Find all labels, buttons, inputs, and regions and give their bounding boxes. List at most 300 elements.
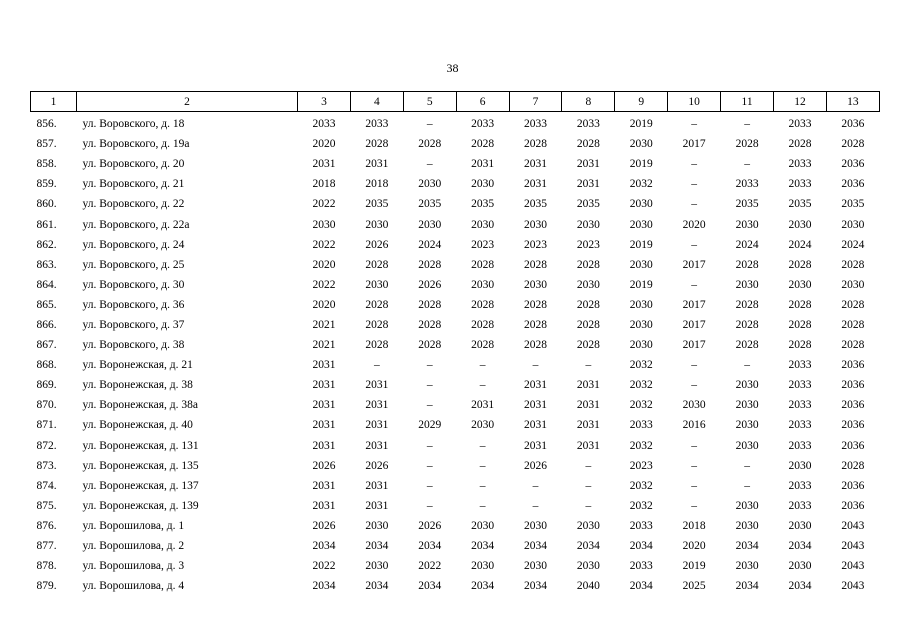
year-cell: 2022: [312, 238, 336, 251]
year-cell: 2028: [576, 258, 600, 271]
table-row: [31, 214, 880, 234]
column-header: 4: [350, 92, 403, 112]
year-cell: –: [479, 379, 486, 392]
year-cell: 2032: [629, 499, 653, 512]
year-cell: 2033: [471, 118, 495, 131]
year-cell: 2030: [524, 560, 547, 573]
year-cell: –: [691, 158, 698, 171]
year-cell: 2030: [471, 178, 495, 191]
year-cell: 2028: [788, 258, 812, 271]
year-cell: –: [691, 178, 698, 191]
row-number: 867.: [36, 339, 57, 352]
year-cell: 2022: [418, 560, 442, 573]
year-cell: 2040: [576, 580, 600, 593]
year-cell: 2032: [629, 439, 653, 452]
year-cell: 2031: [312, 158, 336, 171]
year-cell: 2024: [841, 238, 865, 251]
year-cell: 2032: [629, 399, 653, 412]
year-cell: 2034: [524, 540, 547, 553]
year-cell: –: [426, 479, 433, 492]
year-cell: –: [585, 499, 592, 512]
year-cell: 2019: [629, 158, 653, 171]
year-cell: 2031: [576, 419, 600, 432]
year-cell: 2030: [788, 278, 812, 291]
year-cell: 2034: [576, 540, 600, 553]
year-cell: 2020: [682, 218, 706, 231]
year-cell: 2031: [524, 158, 547, 171]
column-header: 7: [509, 92, 562, 112]
table-row: [31, 496, 880, 516]
year-cell: 2030: [629, 138, 653, 151]
year-cell: 2034: [735, 580, 759, 593]
year-cell: 2024: [735, 238, 759, 251]
row-number: 874.: [36, 479, 57, 492]
address-cell: ул. Воронежская, д. 131: [82, 439, 199, 452]
year-cell: 2023: [576, 238, 600, 251]
table-row: [31, 355, 880, 375]
year-cell: 2023: [524, 238, 547, 251]
address-cell: ул. Воронежская, д. 21: [82, 359, 193, 372]
table-row: [31, 395, 880, 415]
year-cell: –: [691, 439, 698, 452]
year-cell: 2035: [788, 198, 812, 211]
year-cell: 2036: [841, 419, 865, 432]
year-cell: 2033: [629, 560, 653, 573]
year-cell: –: [585, 459, 592, 472]
year-cell: 2033: [788, 379, 812, 392]
year-cell: 2026: [524, 459, 547, 472]
address-cell: ул. Воронежская, д. 40: [82, 419, 193, 432]
table-row: [31, 436, 880, 456]
year-cell: 2017: [682, 258, 706, 271]
table-row: [31, 375, 880, 395]
year-cell: 2043: [841, 540, 865, 553]
address-cell: ул. Ворошилова, д. 3: [82, 560, 185, 573]
row-number: 870.: [36, 399, 57, 412]
row-number: 875.: [36, 499, 57, 512]
year-cell: 2029: [418, 419, 442, 432]
year-cell: 2028: [365, 138, 389, 151]
year-cell: 2028: [735, 318, 759, 331]
year-cell: 2018: [312, 178, 336, 191]
year-cell: 2031: [576, 439, 600, 452]
year-cell: 2021: [312, 339, 336, 352]
year-cell: 2028: [841, 459, 865, 472]
year-cell: 2031: [312, 419, 336, 432]
table-row: [31, 576, 880, 596]
year-cell: 2017: [682, 298, 706, 311]
year-cell: 2022: [312, 560, 336, 573]
year-cell: 2016: [682, 419, 706, 432]
year-cell: 2028: [735, 298, 759, 311]
year-cell: 2028: [418, 318, 442, 331]
year-cell: 2034: [629, 540, 653, 553]
year-cell: 2020: [312, 258, 336, 271]
year-cell: 2020: [312, 298, 336, 311]
column-header: 8: [562, 92, 615, 112]
year-cell: 2036: [841, 118, 865, 131]
address-cell: ул. Ворошилова, д. 4: [82, 580, 185, 593]
year-cell: –: [744, 118, 750, 131]
year-cell: 2032: [629, 359, 653, 372]
year-cell: –: [426, 459, 433, 472]
column-header: 13: [826, 92, 879, 112]
year-cell: 2023: [629, 459, 653, 472]
row-number: 879.: [36, 580, 57, 593]
table-row: [31, 112, 880, 135]
year-cell: 2018: [365, 178, 389, 191]
year-cell: –: [426, 118, 433, 131]
year-cell: 2033: [365, 118, 389, 131]
row-number: 864.: [36, 278, 57, 291]
year-cell: 2033: [788, 439, 812, 452]
year-cell: 2030: [735, 519, 759, 532]
year-cell: 2028: [841, 318, 865, 331]
year-cell: 2028: [365, 318, 389, 331]
year-cell: –: [426, 379, 433, 392]
year-cell: 2030: [471, 278, 495, 291]
year-cell: 2028: [788, 138, 812, 151]
year-cell: 2030: [524, 519, 547, 532]
year-cell: –: [426, 158, 433, 171]
row-number: 868.: [36, 359, 57, 372]
address-cell: ул. Воронежская, д. 38: [82, 379, 193, 392]
year-cell: 2030: [735, 218, 759, 231]
year-cell: 2030: [576, 519, 600, 532]
year-cell: 2031: [312, 439, 336, 452]
year-cell: 2031: [524, 399, 547, 412]
year-cell: 2018: [682, 519, 706, 532]
year-cell: 2031: [312, 359, 336, 372]
year-cell: 2030: [788, 560, 812, 573]
column-header: 1: [31, 92, 77, 112]
year-cell: 2030: [524, 218, 547, 231]
year-cell: 2030: [471, 419, 495, 432]
row-number: 872.: [36, 439, 57, 452]
year-cell: 2036: [841, 158, 865, 171]
year-cell: 2030: [735, 499, 759, 512]
year-cell: 2024: [418, 238, 442, 251]
year-cell: 2036: [841, 379, 865, 392]
year-cell: 2034: [365, 540, 389, 553]
year-cell: –: [691, 238, 698, 251]
year-cell: 2030: [735, 278, 759, 291]
year-cell: 2030: [735, 439, 759, 452]
year-cell: 2026: [312, 459, 336, 472]
row-number: 859.: [36, 178, 57, 191]
year-cell: 2033: [788, 359, 812, 372]
year-cell: –: [744, 459, 750, 472]
address-cell: ул. Воронежская, д. 137: [82, 479, 199, 492]
year-cell: –: [426, 499, 433, 512]
year-cell: 2031: [524, 439, 547, 452]
address-cell: ул. Воровского, д. 22: [82, 198, 185, 211]
year-cell: 2030: [471, 519, 495, 532]
year-cell: 2028: [471, 298, 495, 311]
table-row: [31, 536, 880, 556]
year-cell: –: [532, 499, 539, 512]
table-row: [31, 295, 880, 315]
year-cell: 2035: [524, 198, 547, 211]
row-number: 858.: [36, 158, 57, 171]
column-header: 2: [77, 92, 298, 112]
year-cell: 2028: [365, 339, 389, 352]
column-header: 11: [721, 92, 774, 112]
page-number: 38: [446, 61, 459, 75]
year-cell: 2028: [524, 318, 547, 331]
row-number: 865.: [36, 298, 57, 311]
year-cell: 2026: [365, 238, 389, 251]
table-row: [31, 275, 880, 295]
year-cell: 2035: [576, 198, 600, 211]
table-row: [31, 174, 880, 194]
row-number: 869.: [36, 379, 57, 392]
year-cell: 2034: [735, 540, 759, 553]
year-cell: 2030: [312, 218, 336, 231]
address-cell: ул. Воронежская, д. 135: [82, 459, 199, 472]
year-cell: 2028: [471, 339, 495, 352]
row-number: 877.: [36, 540, 57, 553]
table-row: [31, 194, 880, 214]
year-cell: 2030: [365, 278, 389, 291]
year-cell: 2031: [312, 499, 336, 512]
address-cell: ул. Воровского, д. 30: [82, 278, 185, 291]
row-number: 873.: [36, 459, 57, 472]
year-cell: 2033: [735, 178, 759, 191]
year-cell: 2028: [418, 298, 442, 311]
year-cell: 2035: [471, 198, 495, 211]
year-cell: 2022: [312, 278, 336, 291]
year-cell: 2026: [418, 278, 442, 291]
year-cell: 2034: [788, 540, 812, 553]
year-cell: 2031: [576, 178, 600, 191]
table-row: [31, 415, 880, 435]
year-cell: –: [744, 158, 750, 171]
year-cell: 2033: [788, 419, 812, 432]
year-cell: 2034: [312, 540, 336, 553]
year-cell: 2030: [576, 278, 600, 291]
column-header: 12: [774, 92, 827, 112]
header-row: [31, 92, 880, 112]
year-cell: 2030: [788, 519, 812, 532]
year-cell: 2030: [576, 218, 600, 231]
year-cell: 2034: [312, 580, 336, 593]
year-cell: 2034: [788, 580, 812, 593]
year-cell: 2034: [365, 580, 389, 593]
year-cell: –: [532, 479, 539, 492]
year-cell: 2017: [682, 318, 706, 331]
year-cell: 2021: [312, 318, 336, 331]
row-number: 860.: [36, 198, 57, 211]
year-cell: –: [691, 479, 698, 492]
table-row: [31, 476, 880, 496]
year-cell: 2031: [312, 399, 336, 412]
year-cell: 2043: [841, 580, 865, 593]
address-cell: ул. Воровского, д. 25: [82, 258, 185, 271]
year-cell: 2035: [365, 198, 389, 211]
row-number: 866.: [36, 318, 57, 331]
year-cell: 2035: [841, 198, 865, 211]
year-cell: 2028: [471, 318, 495, 331]
year-cell: 2017: [682, 138, 706, 151]
year-cell: 2019: [629, 118, 653, 131]
year-cell: 2028: [418, 339, 442, 352]
year-cell: 2019: [682, 560, 706, 573]
year-cell: 2028: [471, 258, 495, 271]
year-cell: 2033: [788, 118, 812, 131]
year-cell: 2034: [471, 580, 495, 593]
year-cell: 2034: [418, 540, 442, 553]
year-cell: –: [691, 118, 698, 131]
year-cell: –: [691, 198, 698, 211]
year-cell: 2028: [418, 258, 442, 271]
year-cell: 2030: [629, 218, 653, 231]
year-cell: 2034: [471, 540, 495, 553]
address-cell: ул. Воровского, д. 19а: [82, 138, 190, 151]
year-cell: 2031: [365, 158, 389, 171]
year-cell: 2028: [735, 339, 759, 352]
year-cell: –: [691, 359, 698, 372]
year-cell: 2034: [524, 580, 547, 593]
year-cell: 2030: [418, 218, 442, 231]
year-cell: –: [479, 499, 486, 512]
address-cell: ул. Воровского, д. 38: [82, 339, 185, 352]
year-cell: 2020: [312, 138, 336, 151]
year-cell: 2022: [312, 198, 336, 211]
year-cell: 2030: [524, 278, 547, 291]
row-number: 856.: [36, 118, 57, 131]
table-header: [31, 92, 880, 112]
year-cell: 2019: [629, 278, 653, 291]
year-cell: 2036: [841, 479, 865, 492]
address-cell: ул. Воронежская, д. 139: [82, 499, 199, 512]
year-cell: 2043: [841, 560, 865, 573]
year-cell: 2020: [682, 540, 706, 553]
year-cell: 2030: [841, 218, 865, 231]
year-cell: 2030: [788, 459, 812, 472]
year-cell: 2030: [682, 399, 706, 412]
year-cell: 2036: [841, 359, 865, 372]
table-row: [31, 556, 880, 576]
year-cell: –: [479, 359, 486, 372]
row-number: 861.: [36, 218, 57, 231]
year-cell: 2028: [418, 138, 442, 151]
year-cell: 2028: [576, 138, 600, 151]
year-cell: –: [691, 379, 698, 392]
year-cell: 2031: [365, 419, 389, 432]
year-cell: 2033: [788, 479, 812, 492]
year-cell: 2043: [841, 519, 865, 532]
year-cell: 2033: [629, 519, 653, 532]
table-row: [31, 516, 880, 536]
year-cell: 2028: [524, 339, 547, 352]
year-cell: 2028: [788, 318, 812, 331]
schedule-table: [30, 91, 880, 596]
year-cell: 2030: [735, 419, 759, 432]
table-row: [31, 154, 880, 174]
year-cell: 2034: [418, 580, 442, 593]
year-cell: 2030: [735, 379, 759, 392]
address-cell: ул. Воровского, д. 22а: [82, 218, 190, 231]
year-cell: 2028: [841, 138, 865, 151]
year-cell: 2026: [418, 519, 442, 532]
year-cell: 2028: [841, 339, 865, 352]
year-cell: –: [479, 479, 486, 492]
year-cell: 2036: [841, 178, 865, 191]
year-cell: 2028: [524, 258, 547, 271]
year-cell: 2030: [365, 519, 389, 532]
year-cell: 2023: [471, 238, 495, 251]
year-cell: –: [691, 278, 698, 291]
year-cell: 2031: [365, 379, 389, 392]
table-row: [31, 315, 880, 335]
year-cell: 2024: [788, 238, 812, 251]
year-cell: 2033: [312, 118, 336, 131]
year-cell: 2033: [788, 499, 812, 512]
column-header: 6: [456, 92, 509, 112]
year-cell: –: [585, 479, 592, 492]
year-cell: –: [744, 479, 750, 492]
address-cell: ул. Ворошилова, д. 2: [82, 540, 185, 553]
year-cell: 2032: [629, 379, 653, 392]
year-cell: 2033: [629, 419, 653, 432]
year-cell: –: [373, 359, 380, 372]
table-row: [31, 235, 880, 255]
year-cell: 2031: [365, 479, 389, 492]
year-cell: 2031: [365, 439, 389, 452]
year-cell: 2028: [576, 318, 600, 331]
table-row: [31, 134, 880, 154]
year-cell: 2031: [524, 379, 547, 392]
year-cell: 2030: [471, 218, 495, 231]
year-cell: 2032: [629, 479, 653, 492]
year-cell: 2030: [788, 218, 812, 231]
address-cell: ул. Воровского, д. 36: [82, 298, 185, 311]
year-cell: –: [426, 399, 433, 412]
year-cell: 2031: [365, 399, 389, 412]
year-cell: 2028: [365, 258, 389, 271]
address-cell: ул. Воровского, д. 18: [82, 118, 185, 131]
table-body: [31, 112, 880, 597]
year-cell: 2030: [735, 560, 759, 573]
table-row: [31, 255, 880, 275]
year-cell: 2034: [629, 580, 653, 593]
table-row: [31, 456, 880, 476]
year-cell: 2035: [418, 198, 442, 211]
row-number: 857.: [36, 138, 57, 151]
year-cell: 2035: [735, 198, 759, 211]
year-cell: 2026: [312, 519, 336, 532]
year-cell: 2030: [576, 560, 600, 573]
address-cell: ул. Воровского, д. 24: [82, 238, 185, 251]
address-cell: ул. Воровского, д. 37: [82, 318, 185, 331]
year-cell: 2028: [524, 138, 547, 151]
year-cell: 2036: [841, 399, 865, 412]
year-cell: 2031: [312, 479, 336, 492]
year-cell: 2028: [365, 298, 389, 311]
address-cell: ул. Воронежская, д. 38а: [82, 399, 199, 412]
year-cell: 2028: [576, 298, 600, 311]
year-cell: –: [532, 359, 539, 372]
address-cell: ул. Воровского, д. 21: [82, 178, 185, 191]
row-number: 878.: [36, 560, 57, 573]
year-cell: 2028: [471, 138, 495, 151]
year-cell: 2033: [788, 178, 812, 191]
year-cell: –: [744, 359, 750, 372]
year-cell: 2028: [841, 258, 865, 271]
year-cell: 2031: [576, 379, 600, 392]
year-cell: 2028: [735, 258, 759, 271]
